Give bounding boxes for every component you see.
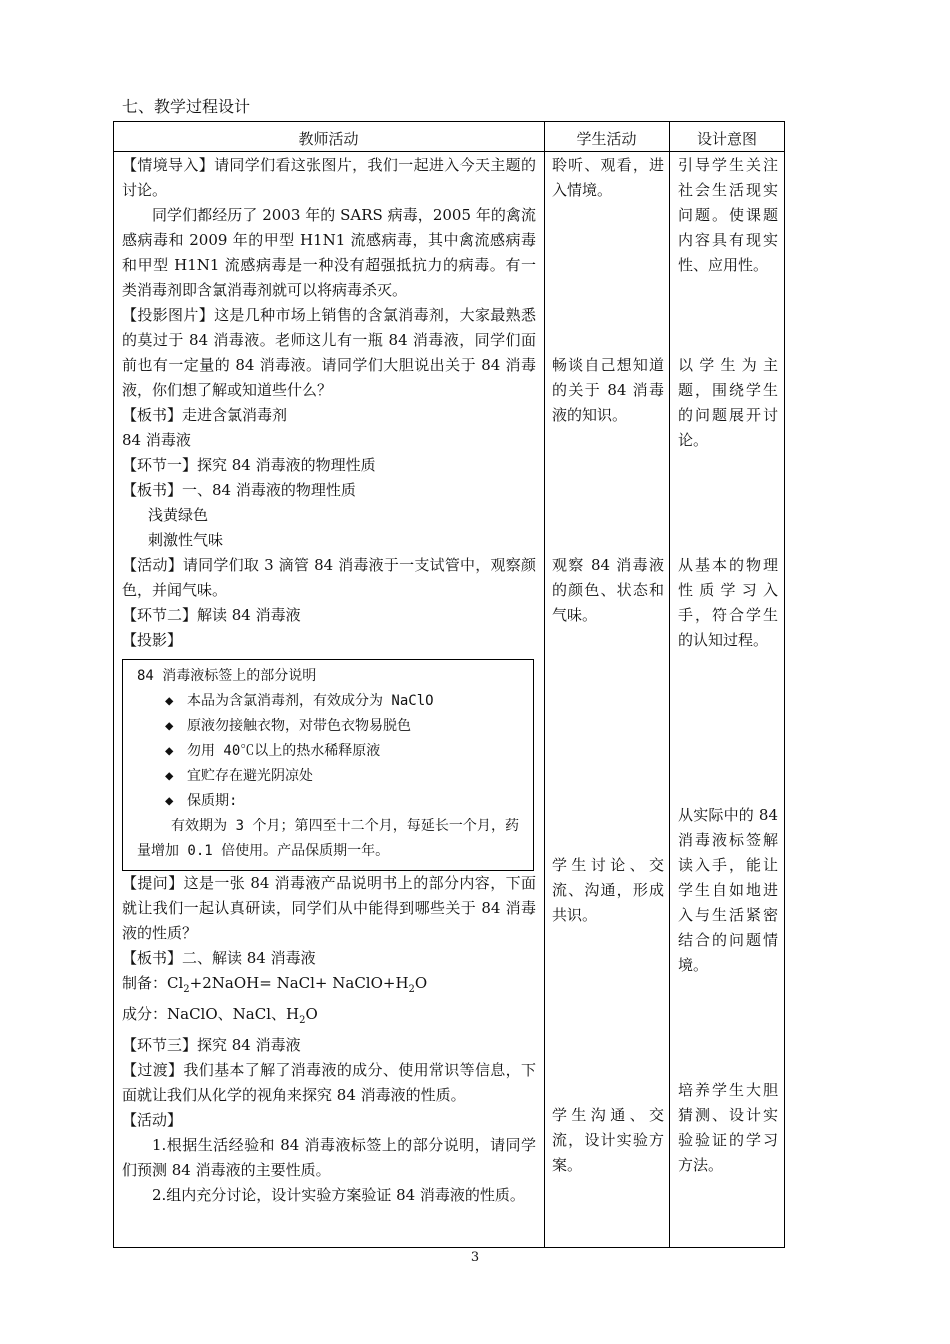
label-item: ◆ 勿用 40℃以上的热水稀释原液 [137, 739, 519, 764]
diamond-bullet-icon: ◆ [165, 718, 174, 734]
teacher-paragraph: 【过渡】我们基本了解了消毒液的成分、使用常识等信息，下面就让我们从化学的视角来探究 84 消毒液的性质。 [122, 1061, 536, 1104]
label-detail: 有效期为 3 个月；第四至十二个月，每延长一个月，药量增加 0.1 倍使用。产品保质期一年。 [137, 818, 519, 859]
header-student: 学生活动 [576, 130, 637, 148]
teacher-paragraph: 【板书】二、解读 84 消毒液 [122, 949, 316, 967]
design-intent: 引导学生关注社会生活现实问题。使课题内容具有现实性、应用性。 [678, 156, 778, 274]
diamond-bullet-icon: ◆ [165, 768, 174, 784]
design-intent: 以学生为主题，围绕学生的问题展开讨论。 [678, 356, 778, 449]
teacher-paragraph: 1.根据生活经验和 84 消毒液标签上的部分说明，请同学们预测 84 消毒液的主要性质。 [122, 1136, 536, 1179]
section-title: 七、教学过程设计 [122, 97, 251, 116]
teacher-paragraph: 刺激性气味 [148, 531, 224, 549]
student-activity: 观察 84 消毒液的颜色、状态和气味。 [552, 556, 664, 624]
label-title: 84 消毒液标签上的部分说明 [137, 668, 317, 684]
header-intent: 设计意图 [696, 130, 757, 148]
teacher-paragraph: 【投影图片】这是几种市场上销售的含氯消毒剂，大家最熟悉的莫过于 84 消毒液。老师这儿有一瓶 84 消毒液，同学们面前也有一定量的 84 消毒液。请同学们大胆说出关于 84 消毒液，你们想了解或知道些什么？ [122, 306, 536, 399]
teacher-paragraph: 【环节一】探究 84 消毒液的物理性质 [122, 456, 376, 474]
diamond-bullet-icon: ◆ [165, 693, 174, 709]
header-teacher: 教师活动 [298, 130, 359, 148]
composition-line: 成分：NaClO、NaCl、$H_2O$ [122, 1005, 318, 1026]
column-divider [669, 121, 670, 1248]
label-item: ◆ 原液勿接触衣物，对带色衣物易脱色 [137, 714, 519, 739]
teacher-activity-column [122, 153, 536, 1208]
student-activity: 学生讨论、交流、沟通，形成共识。 [552, 856, 664, 924]
label-description-box [122, 659, 534, 871]
design-intent: 从实际中的 84 消毒液标签解读入手，能让学生自如地进入与生活紧密结合的问题情境。 [678, 806, 778, 974]
teacher-paragraph: 浅黄绿色 [148, 506, 209, 524]
teacher-paragraph: 【投影】 [122, 631, 183, 649]
teacher-paragraph: 【环节二】解读 84 消毒液 [122, 606, 301, 624]
preparation-equation: 制备：$Cl_2+2NaOH=$ NaCl+ $NaClO+H_2O$ [122, 974, 428, 995]
label-item: ◆ 宜贮存在避光阴凉处 [137, 764, 519, 789]
student-activity: 聆听、观看，进入情境。 [552, 156, 664, 199]
design-intent: 从基本的物理性质学习入手，符合学生的认知过程。 [678, 556, 778, 649]
teacher-paragraph: 84 消毒液 [122, 431, 191, 449]
student-activity: 畅谈自己想知道的关于 84 消毒液的知识。 [552, 356, 664, 424]
student-activity: 学生沟通、交流，设计实验方案。 [552, 1106, 664, 1174]
diamond-bullet-icon: ◆ [165, 743, 174, 759]
teacher-paragraph: 【环节三】探究 84 消毒液 [122, 1036, 301, 1054]
label-item: ◆ 保质期: [137, 789, 519, 814]
teacher-paragraph: 同学们都经历了 2003 年的 SARS 病毒，2005 年的禽流感病毒和 2009 年的甲型 H1N1 流感病毒，其中禽流感病毒和甲型 H1N1 流感病毒是一种没有超强抵抗力的病毒。有一类消毒剂即含氯消毒剂就可以将病毒杀灭。 [122, 206, 536, 299]
teacher-paragraph: 【板书】一、84 消毒液的物理性质 [122, 481, 356, 499]
teacher-paragraph: 【活动】请同学们取 3 滴管 84 消毒液于一支试管中，观察颜色，并闻气味。 [122, 556, 536, 599]
header-divider [113, 151, 785, 152]
page-number: 3 [470, 1250, 480, 1265]
teacher-paragraph: 【情境导入】请同学们看这张图片，我们一起进入今天主题的讨论。 [122, 156, 536, 199]
teacher-paragraph: 【提问】这是一张 84 消毒液产品说明书上的部分内容，下面就让我们一起认真研读，同学们从中能得到哪些关于 84 消毒液的性质？ [122, 874, 536, 942]
teacher-paragraph: 【板书】走进含氯消毒剂 [122, 406, 288, 424]
teacher-paragraph: 【活动】 [122, 1111, 183, 1129]
label-item: ◆ 本品为含氯消毒剂，有效成分为 NaClO [137, 689, 519, 714]
teacher-paragraph: 2.组内充分讨论，设计实验方案验证 84 消毒液的性质。 [152, 1186, 525, 1204]
diamond-bullet-icon: ◆ [165, 793, 174, 809]
design-intent: 培养学生大胆猜测、设计实验验证的学习方法。 [678, 1081, 778, 1174]
column-divider [544, 121, 545, 1248]
